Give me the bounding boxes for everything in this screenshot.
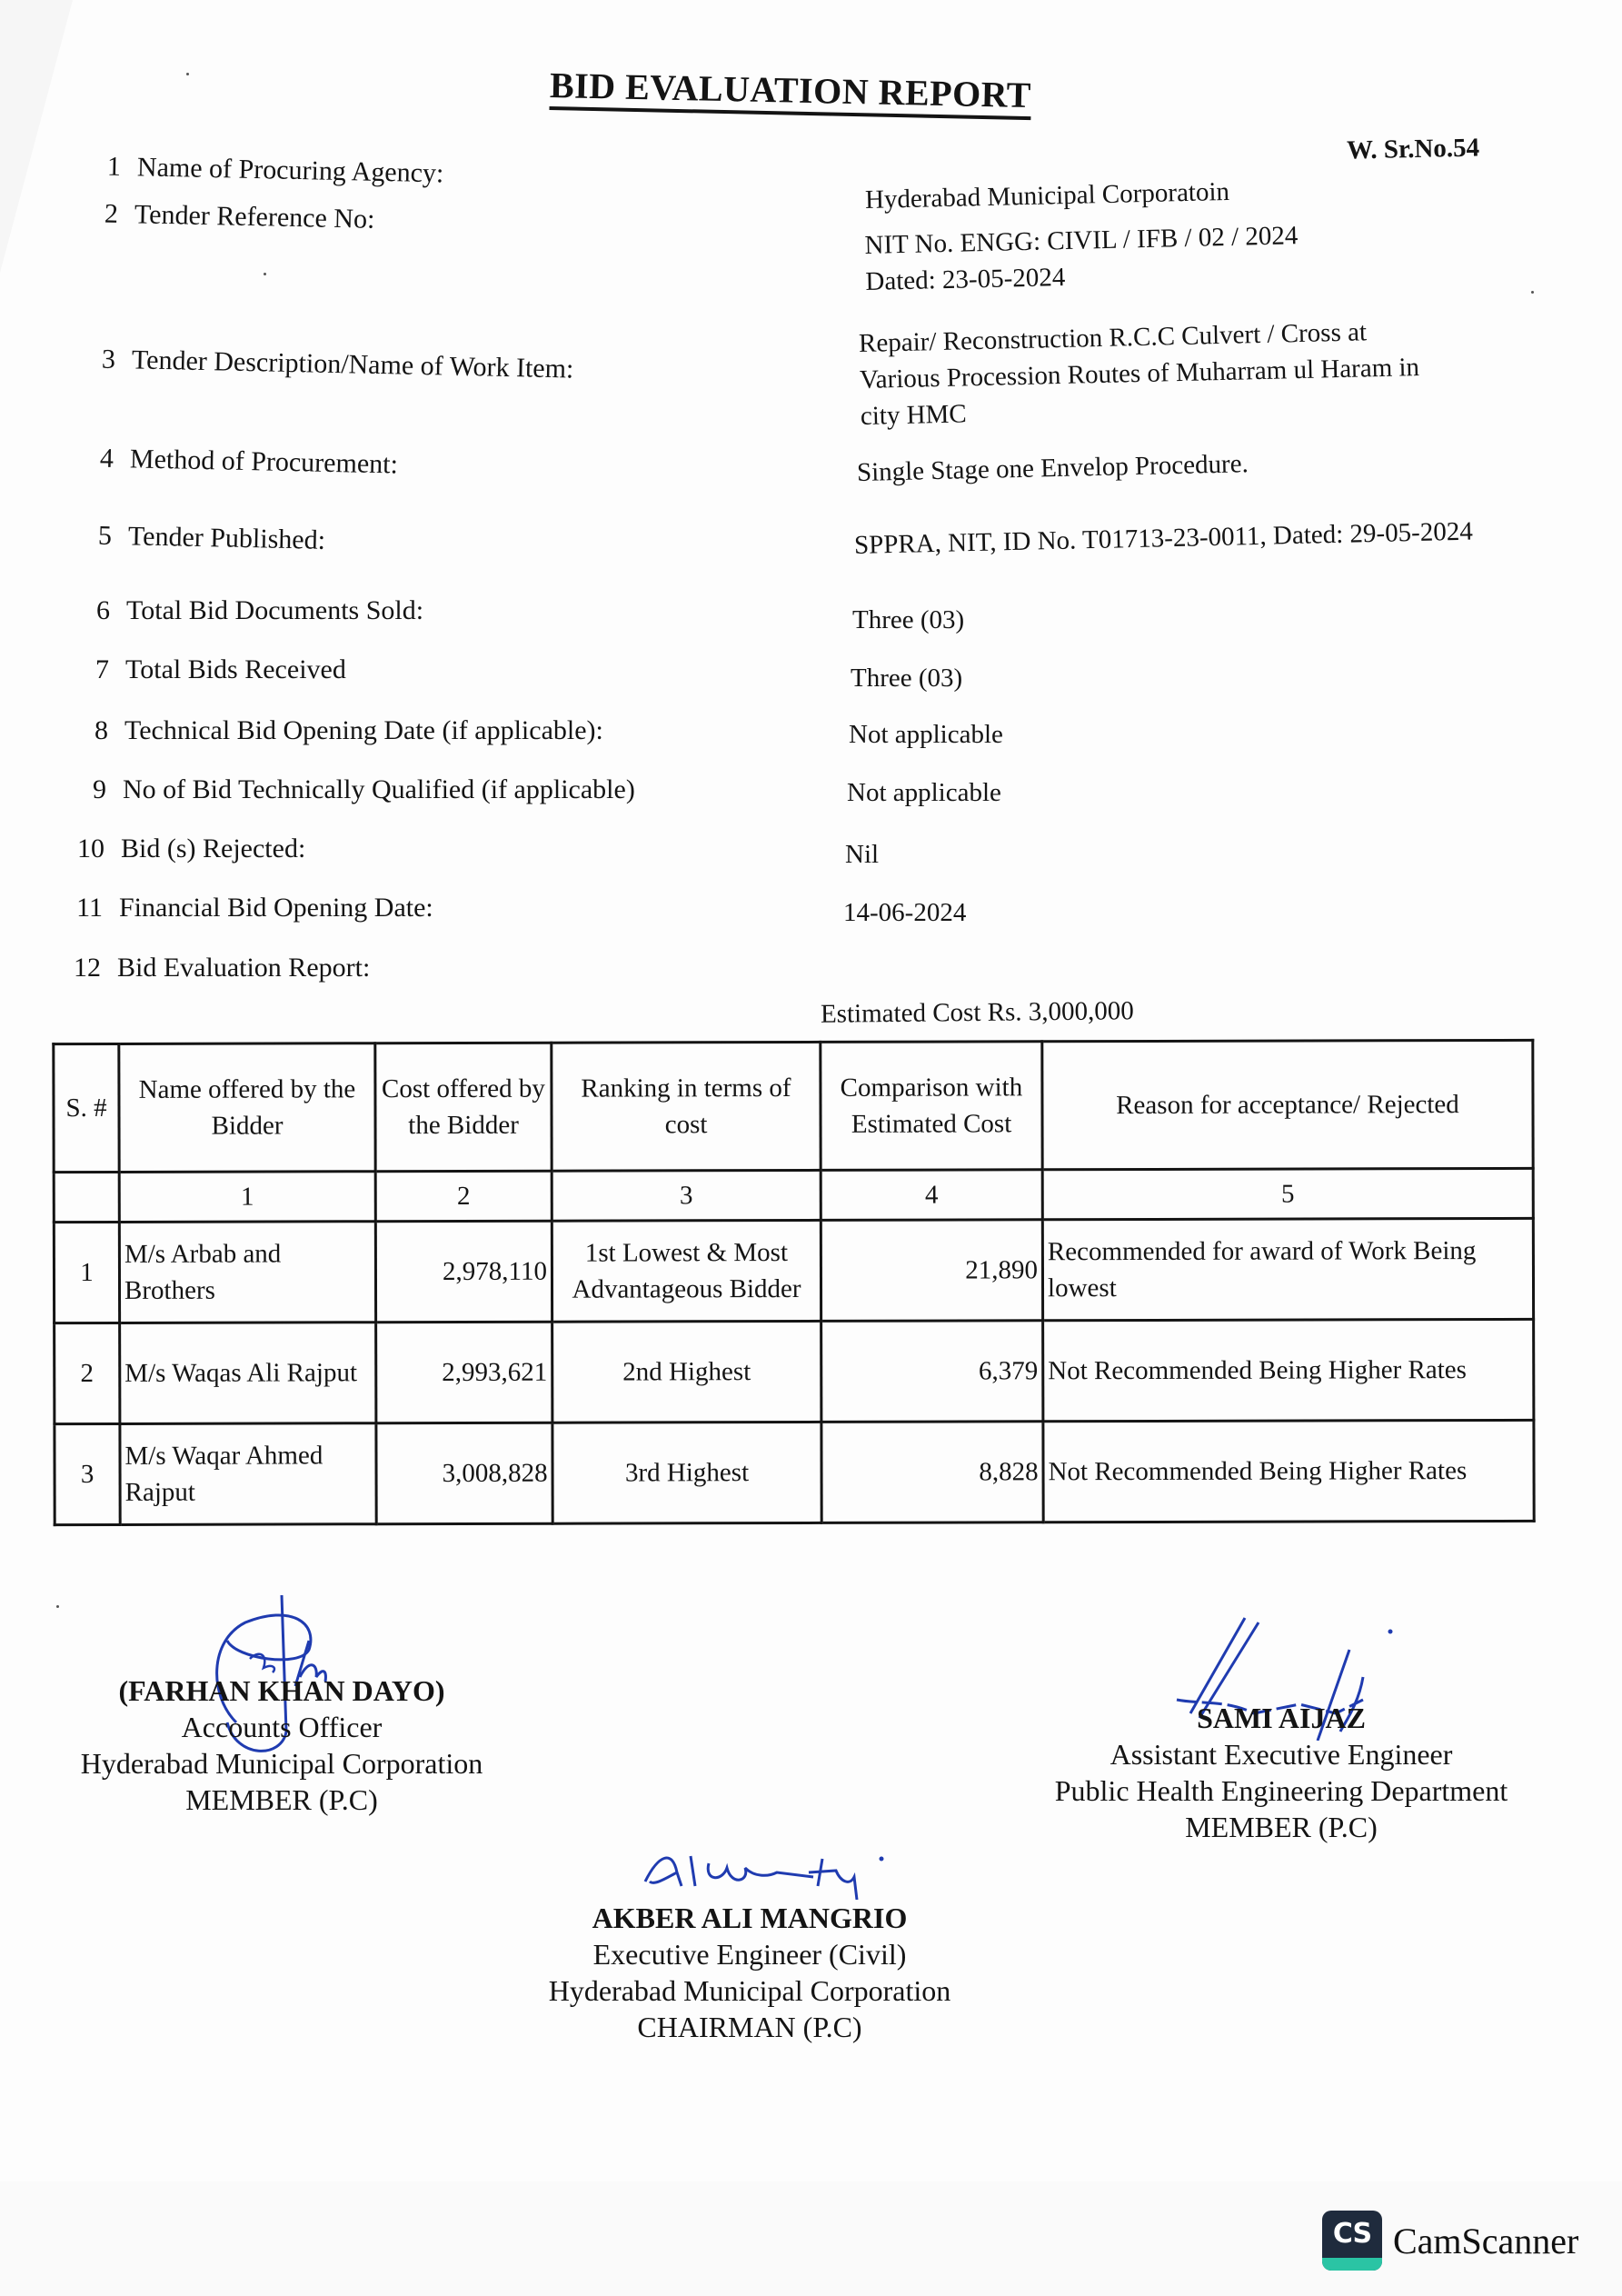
signatory-1 — [64, 1672, 500, 1818]
table-row — [55, 1420, 1534, 1524]
value-line: SPPRA, NIT, ID No. T01713-23-0011, Dated: 29-05-2024 — [853, 516, 1474, 560]
column-number — [54, 1172, 119, 1222]
field-value-7 — [851, 660, 962, 696]
value-line: Dated: 23-05-2024 — [865, 263, 1066, 296]
cell-reason: Not Recommended Being Higher Rates — [1043, 1420, 1534, 1522]
signatory-role: MEMBER (P.C) — [1185, 1811, 1378, 1843]
field-label: Bid (s) Rejected: — [121, 834, 306, 863]
scan-speck — [56, 1605, 59, 1608]
column-number: 3 — [552, 1170, 821, 1221]
scan-speck — [1531, 291, 1534, 294]
cell-comparison: 8,828 — [821, 1422, 1043, 1523]
table-header-row — [54, 1040, 1533, 1172]
cell-cost: 2,993,621 — [376, 1322, 552, 1423]
value-line: Repair/ Reconstruction R.C.C Culvert / Cross at — [858, 317, 1368, 359]
camscanner-watermark — [1322, 2211, 1578, 2271]
scan-speck — [264, 273, 266, 275]
header-ranking: Ranking in terms of cost — [552, 1042, 821, 1171]
column-number: 5 — [1042, 1168, 1533, 1219]
signatory-name: SAMI AIJAZ — [1197, 1702, 1366, 1734]
camscanner-brand: CamScanner — [1393, 2220, 1579, 2261]
logo-accent-bar — [1322, 2258, 1382, 2271]
serial-number: W. Sr.No.54 — [1346, 133, 1480, 165]
field-value-6 — [852, 602, 964, 638]
field-value-5 — [854, 514, 1474, 564]
field-number: 8 — [95, 715, 108, 745]
column-number: 2 — [375, 1171, 552, 1222]
signatory-role: CHAIRMAN (P.C) — [637, 2011, 862, 2043]
signatory-name: AKBER ALI MANGRIO — [592, 1902, 908, 1934]
field-value-11 — [843, 894, 966, 931]
cell-serial: 1 — [54, 1222, 119, 1323]
field-number: 12 — [74, 953, 101, 983]
field-label: Tender Description/Name of Work Item: — [131, 344, 574, 384]
field-number: 4 — [99, 443, 114, 474]
cell-serial: 3 — [55, 1423, 120, 1524]
field-number: 7 — [95, 654, 109, 684]
cell-cost: 3,008,828 — [376, 1423, 552, 1524]
scan-speck — [186, 73, 189, 75]
value-line: city HMC — [860, 399, 968, 431]
field-label: No of Bid Technically Qualified (if applicable) — [123, 774, 635, 804]
camscanner-logo-icon — [1322, 2211, 1382, 2271]
field-value-2 — [864, 217, 1299, 300]
cell-rank: 3rd Highest — [552, 1422, 821, 1523]
bid-evaluation-table — [52, 1039, 1535, 1526]
signatory-organization: Hyderabad Municipal Corporation — [548, 1974, 951, 2007]
signatory-designation: Accounts Officer — [181, 1711, 383, 1743]
header-bidder-name: Name offered by the Bidder — [119, 1043, 375, 1173]
field-value-1 — [865, 174, 1230, 218]
field-label: Total Bid Documents Sold: — [126, 595, 424, 625]
logo-text: CS — [1332, 2218, 1372, 2250]
field-value-4 — [857, 445, 1249, 491]
field-label-11 — [62, 893, 433, 923]
cell-bidder-name: M/s Waqar Ahmed Rajput — [120, 1423, 376, 1525]
report-title: BID EVALUATION REPORT — [549, 64, 1031, 120]
header-reason: Reason for acceptance/ Rejected — [1042, 1040, 1533, 1169]
field-label-12 — [60, 953, 370, 983]
field-label: Method of Procurement: — [129, 444, 399, 480]
field-label-3 — [75, 344, 574, 384]
field-label: Tender Published: — [127, 521, 326, 555]
value-line: NIT No. ENGG: CIVIL / IFB / 02 / 2024 — [864, 221, 1299, 261]
field-number: 6 — [96, 595, 110, 625]
field-number: 11 — [76, 893, 103, 923]
value-line: Three (03) — [852, 605, 965, 634]
field-label-8 — [67, 715, 603, 746]
field-label-6 — [69, 595, 423, 626]
field-label-2 — [77, 198, 375, 235]
signature-akber-icon — [641, 1845, 913, 1900]
value-line: Three (03) — [851, 664, 963, 693]
header-cost-offered: Cost offered by the Bidder — [375, 1043, 552, 1172]
value-line: Hyderabad Municipal Corporatoin — [864, 176, 1230, 215]
field-label-7 — [68, 654, 346, 685]
field-value-9 — [847, 774, 1001, 811]
signatory-2 — [1018, 1700, 1545, 1845]
column-number: 1 — [119, 1172, 375, 1223]
cell-reason: Recommended for award of Work Being lowest — [1042, 1218, 1533, 1320]
cell-comparison: 6,379 — [821, 1321, 1043, 1423]
field-number: 3 — [101, 344, 116, 374]
field-label-5 — [71, 520, 326, 556]
field-label-10 — [64, 834, 305, 864]
field-label: Tender Reference No: — [134, 199, 375, 235]
page-fold-shadow — [0, 0, 73, 273]
signatory-designation: Executive Engineer (Civil) — [592, 1938, 907, 1971]
cell-reason: Not Recommended Being Higher Rates — [1043, 1319, 1534, 1421]
estimated-cost: Estimated Cost Rs. 3,000,000 — [820, 996, 1134, 1029]
field-label-4 — [73, 443, 399, 480]
cell-serial: 2 — [55, 1323, 120, 1423]
value-line: 14-06-2024 — [843, 898, 967, 927]
field-label: Financial Bid Opening Date: — [119, 893, 433, 923]
value-line: Not applicable — [849, 720, 1003, 749]
field-value-8 — [849, 716, 1003, 753]
table-row — [54, 1218, 1533, 1323]
cell-cost: 2,978,110 — [375, 1221, 552, 1323]
field-label-9 — [65, 774, 635, 805]
field-number: 9 — [93, 774, 106, 804]
field-label: Bid Evaluation Report: — [117, 953, 371, 983]
field-label: Technical Bid Opening Date (if applicable): — [124, 715, 603, 745]
signatory-organization: Public Health Engineering Department — [1054, 1774, 1508, 1807]
cell-comparison: 21,890 — [821, 1220, 1042, 1322]
field-label-1 — [80, 151, 444, 189]
cell-bidder-name: M/s Waqas Ali Rajput — [120, 1323, 376, 1424]
signatory-name: (FARHAN KHAN DAYO) — [118, 1674, 445, 1707]
field-number: 5 — [97, 520, 113, 551]
header-serial: S. # — [54, 1043, 119, 1172]
cell-rank: 2nd Highest — [552, 1321, 821, 1423]
cell-bidder-name: M/s Arbab and Brothers — [119, 1222, 375, 1323]
value-line: Single Stage one Envelop Procedure. — [856, 449, 1249, 487]
header-comparison: Comparison with Estimated Cost — [821, 1042, 1042, 1171]
value-line: Nil — [845, 840, 880, 869]
field-value-3 — [859, 313, 1421, 434]
field-value-10 — [845, 836, 879, 873]
signatory-designation: Assistant Executive Engineer — [1110, 1738, 1453, 1771]
field-label: Name of Procuring Agency: — [136, 152, 444, 189]
signatory-role: MEMBER (P.C) — [185, 1783, 378, 1816]
column-number-row — [54, 1168, 1533, 1222]
value-line: Not applicable — [847, 778, 1001, 807]
field-number: 2 — [104, 198, 119, 229]
value-line: Various Procession Routes of Muharram ul Haram in — [859, 353, 1420, 394]
field-number: 10 — [77, 834, 104, 863]
column-number: 4 — [821, 1170, 1042, 1221]
field-label: Total Bids Received — [125, 654, 346, 684]
signatory-3 — [509, 1900, 990, 2045]
table-row — [55, 1319, 1534, 1423]
field-number: 1 — [106, 151, 122, 182]
signatory-organization: Hyderabad Municipal Corporation — [80, 1747, 483, 1780]
cell-rank: 1st Lowest & Most Advantageous Bidder — [552, 1220, 821, 1322]
